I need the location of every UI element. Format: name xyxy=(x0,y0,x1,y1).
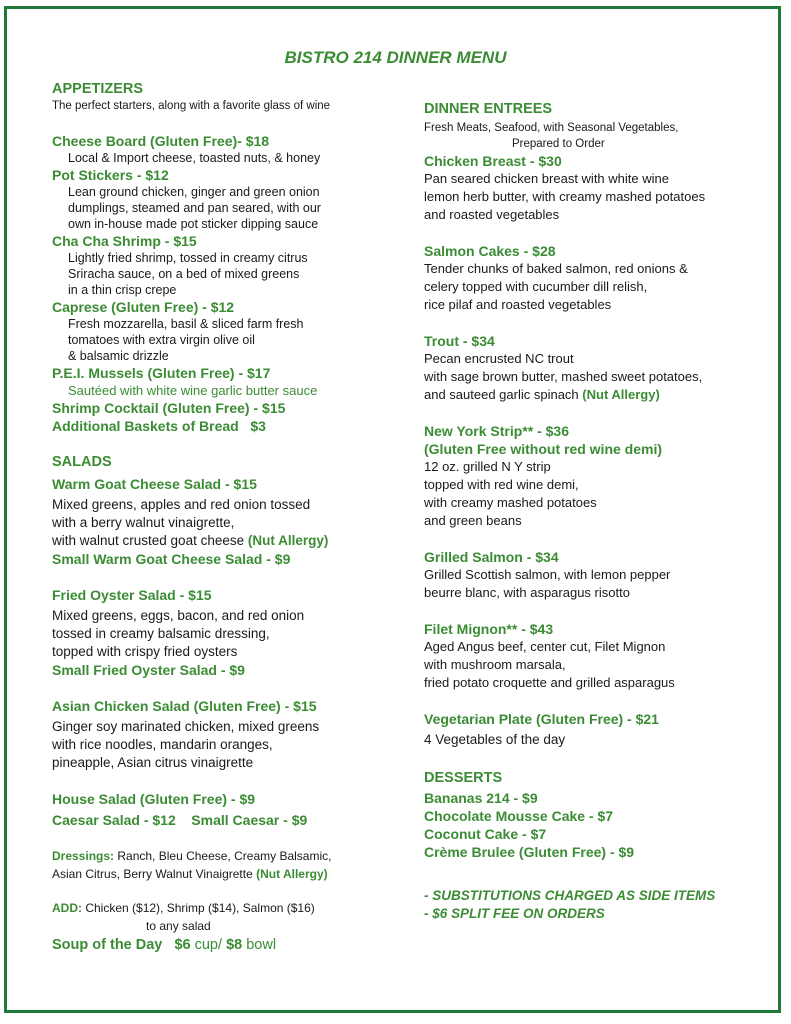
menu-item-house-salad: House Salad (Gluten Free) - $9 xyxy=(52,791,256,807)
item-desc: and sauteed garlic spinach (Nut Allergy) xyxy=(424,387,660,402)
item-name: Asian Chicken Salad (Gluten Free) - $15 xyxy=(52,698,317,714)
menu-item-bread-baskets: Additional Baskets of Bread $3 xyxy=(52,418,266,434)
item-name: Filet Mignon** - $43 xyxy=(424,621,554,637)
item-name: Salmon Cakes - $28 xyxy=(424,243,556,259)
item-name: Fried Oyster Salad - $15 xyxy=(52,587,212,603)
item-small-variant: Small Fried Oyster Salad - $9 xyxy=(52,662,245,678)
item-desc: in a thin crisp crepe xyxy=(68,283,177,297)
appetizers-heading: APPETIZERS xyxy=(52,81,144,97)
item-desc: and roasted vegetables xyxy=(424,207,560,222)
menu-item-salmon-cakes xyxy=(424,242,774,314)
item-name: P.E.I. Mussels (Gluten Free) - $17 xyxy=(52,365,271,381)
menu-item-vegetarian-plate xyxy=(424,710,774,749)
item-desc: 4 Vegetables of the day xyxy=(424,732,566,747)
notice-substitutions: - SUBSTITUTIONS CHARGED AS SIDE ITEMS xyxy=(424,888,716,903)
menu-item-chicken-breast xyxy=(424,152,774,224)
item-desc: Mixed greens, apples and red onion tossed xyxy=(52,497,311,512)
item-desc: Lean ground chicken, ginger and green onion xyxy=(68,185,320,199)
menu-item-filet-mignon xyxy=(424,620,774,692)
item-name: New York Strip** - $36 xyxy=(424,423,569,439)
dessert-item: Crème Brulee (Gluten Free) - $9 xyxy=(424,844,635,860)
item-desc: Tender chunks of baked salmon, red onions & xyxy=(424,261,688,276)
menu-item-pot-stickers xyxy=(52,166,407,232)
item-desc: with walnut crusted goat cheese (Nut Allergy) xyxy=(52,533,329,548)
soup-of-the-day: Soup of the Day $6 cup/ $8 bowl xyxy=(52,937,277,953)
menu-item-caprese xyxy=(52,298,407,364)
item-desc: Pecan encrusted NC trout xyxy=(424,351,574,366)
item-desc: topped with red wine demi, xyxy=(424,477,579,492)
item-name: Grilled Salmon - $34 xyxy=(424,549,559,565)
item-name: Warm Goat Cheese Salad - $15 xyxy=(52,476,257,492)
item-desc: lemon herb butter, with creamy mashed potatoes xyxy=(424,189,706,204)
item-gluten-note: (Gluten Free without red wine demi) xyxy=(424,441,663,457)
menu-item-pei-mussels xyxy=(52,364,407,399)
item-desc: and green beans xyxy=(424,513,522,528)
menu-item-trout xyxy=(424,332,774,404)
item-desc: beurre blanc, with asparagus risotto xyxy=(424,585,630,600)
item-desc: pineapple, Asian citrus vinaigrette xyxy=(52,755,254,770)
item-desc: Mixed greens, eggs, bacon, and red onion xyxy=(52,608,305,623)
menu-item-shrimp-cocktail: Shrimp Cocktail (Gluten Free) - $15 xyxy=(52,400,286,416)
item-name: Vegetarian Plate (Gluten Free) - $21 xyxy=(424,711,659,727)
item-desc: tomatoes with extra virgin olive oil xyxy=(68,333,255,347)
item-desc: with mushroom marsala, xyxy=(424,657,566,672)
menu-item-asian-chicken-salad xyxy=(52,697,407,772)
item-desc: Lightly fried shrimp, tossed in creamy citrus xyxy=(68,251,308,265)
entrees-heading: DINNER ENTREES xyxy=(424,101,553,117)
item-desc: Fresh mozzarella, basil & sliced farm fresh xyxy=(68,317,304,331)
item-name: Chicken Breast - $30 xyxy=(424,153,562,169)
item-name: Cha Cha Shrimp - $15 xyxy=(52,233,197,249)
salads-heading: SALADS xyxy=(52,454,112,470)
menu-item-cheese-board xyxy=(52,132,407,166)
item-desc: Local & Import cheese, toasted nuts, & honey xyxy=(68,151,321,165)
item-desc: with sage brown butter, mashed sweet potatoes, xyxy=(424,369,703,384)
item-desc: Pan seared chicken breast with white wine xyxy=(424,171,669,186)
item-desc: topped with crispy fried oysters xyxy=(52,644,238,659)
item-small-variant: Small Warm Goat Cheese Salad - $9 xyxy=(52,551,291,567)
item-desc: rice pilaf and roasted vegetables xyxy=(424,297,612,312)
menu-item-warm-goat-cheese-salad xyxy=(52,475,407,568)
item-name: Trout - $34 xyxy=(424,333,495,349)
item-desc: 12 oz. grilled N Y strip xyxy=(424,459,551,474)
item-desc: Sriracha sauce, on a bed of mixed greens xyxy=(68,267,300,281)
menu-item-cha-cha-shrimp xyxy=(52,232,407,298)
add-label: ADD: xyxy=(52,901,82,915)
item-desc: Sautéed with white wine garlic butter sauce xyxy=(68,383,318,398)
notice-split-fee: - $6 SPLIT FEE ON ORDERS xyxy=(424,906,605,921)
entrees-subtitle: Prepared to Order xyxy=(512,138,605,150)
item-desc: with a berry walnut vinaigrette, xyxy=(52,515,235,530)
item-desc: dumplings, steamed and pan seared, with our xyxy=(68,201,321,215)
menu-item-grilled-salmon xyxy=(424,548,774,602)
dessert-item: Bananas 214 - $9 xyxy=(424,790,538,806)
dessert-item: Chocolate Mousse Cake - $7 xyxy=(424,808,614,824)
nut-allergy-label: (Nut Allergy) xyxy=(582,387,660,402)
item-desc: own in-house made pot sticker dipping sauce xyxy=(68,217,319,231)
item-desc: tossed in creamy balsamic dressing, xyxy=(52,626,270,641)
item-desc: & balsamic drizzle xyxy=(68,349,169,363)
menu-item-new-york-strip xyxy=(424,422,774,530)
item-desc: celery topped with cucumber dill relish, xyxy=(424,279,648,294)
right-column xyxy=(424,100,774,923)
item-desc: with rice noodles, mandarin oranges, xyxy=(52,737,273,752)
menu-item-fried-oyster-salad xyxy=(52,586,407,679)
menu-title: BISTRO 214 DINNER MENU xyxy=(284,48,507,67)
entrees-subtitle: Fresh Meats, Seafood, with Seasonal Vegetables, xyxy=(424,122,679,134)
desserts-heading: DESSERTS xyxy=(424,770,503,786)
dessert-item: Coconut Cake - $7 xyxy=(424,826,547,842)
left-column xyxy=(52,80,407,955)
item-desc: fried potato croquette and grilled asparagus xyxy=(424,675,675,690)
nut-allergy-label: (Nut Allergy) xyxy=(256,867,328,881)
dressings-label: Dressings: xyxy=(52,849,115,863)
item-desc: with creamy mashed potatoes xyxy=(424,495,597,510)
item-name: Pot Stickers - $12 xyxy=(52,167,169,183)
item-desc: Grilled Scottish salmon, with lemon pepper xyxy=(424,567,671,582)
dressings-note: Dressings: Ranch, Bleu Cheese, Creamy Balsamic, Asian Citrus, Berry Walnut Vinaigrette (Nut Allergy) xyxy=(52,849,332,881)
add-protein-note: ADD: Chicken ($12), Shrimp ($14), Salmon ($16) to any salad xyxy=(52,901,315,933)
nut-allergy-label: (Nut Allergy) xyxy=(247,533,329,548)
appetizers-subtitle: The perfect starters, along with a favorite glass of wine xyxy=(52,100,331,112)
item-name: Cheese Board (Gluten Free)- $18 xyxy=(52,133,270,149)
item-desc: Aged Angus beef, center cut, Filet Mignon xyxy=(424,639,666,654)
menu-item-caesar-salad: Caesar Salad - $12 Small Caesar - $9 xyxy=(52,812,308,828)
item-name: Caprese (Gluten Free) - $12 xyxy=(52,299,235,315)
item-desc: Ginger soy marinated chicken, mixed greens xyxy=(52,719,320,734)
